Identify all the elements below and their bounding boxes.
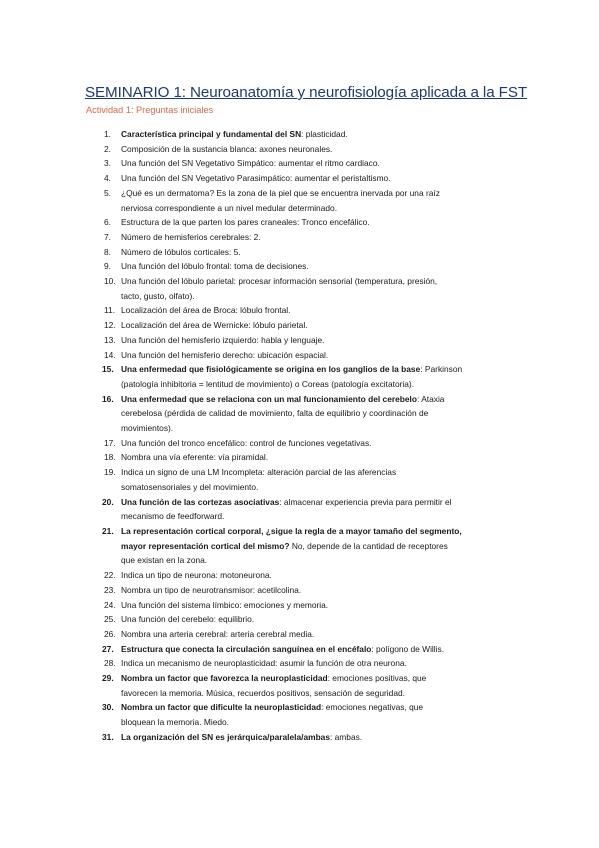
question-text: Una función del cerebelo: equilibrio. <box>121 614 255 625</box>
question-text: Nombra una vía eferente: vía piramidal. <box>121 452 269 463</box>
question-text: Nombra una arteria cerebral: arteria cerebral media. <box>121 628 315 639</box>
question-item <box>104 333 522 348</box>
question-line <box>121 289 522 304</box>
question-line <box>121 406 522 421</box>
question-text: Una función del SN Vegetativo Parasimpático: aumentar el peristaltismo. <box>121 173 391 184</box>
question-line <box>121 392 522 407</box>
question-item <box>104 730 522 745</box>
question-item <box>104 274 522 303</box>
question-item <box>104 348 522 363</box>
question-text: somatosensoriales y del movimiento. <box>121 481 259 492</box>
question-text: : ambas. <box>330 731 363 742</box>
question-number: 10. <box>104 276 116 287</box>
question-text: nerviosa correspondiente a un nivel medular determinado. <box>121 202 338 213</box>
question-item <box>104 612 522 627</box>
question-item <box>104 142 522 157</box>
question-number: 7. <box>104 231 111 242</box>
question-number: 15. <box>102 364 114 375</box>
question-line <box>121 318 522 333</box>
question-text: No, depende de la cantidad de receptores <box>289 540 448 551</box>
question-item <box>104 392 522 436</box>
question-item <box>104 127 522 142</box>
question-number: 1. <box>104 129 111 139</box>
question-number: 14. <box>104 349 116 360</box>
question-number: 20. <box>102 496 114 507</box>
question-item <box>104 568 522 583</box>
question-number: 17. <box>104 437 116 448</box>
question-item <box>104 245 522 260</box>
question-item <box>104 215 522 230</box>
question-line <box>121 480 522 495</box>
question-line <box>121 201 522 216</box>
question-item <box>104 495 522 524</box>
question-text: Una función del lóbulo frontal: toma de decisiones. <box>121 261 309 272</box>
question-number: 6. <box>104 217 111 228</box>
question-item <box>104 303 522 318</box>
question-item <box>104 436 522 451</box>
question-line <box>121 436 522 451</box>
question-text: Indica un signo de una LM Incompleta: alteración parcial de las aferencias <box>121 467 397 478</box>
question-item <box>104 700 522 729</box>
question-line <box>121 568 522 583</box>
question-number: 23. <box>104 584 116 595</box>
question-item <box>104 171 522 186</box>
question-text-bold: Una función de las cortezas asociativas <box>121 496 280 507</box>
question-text: Una función del tronco encefálico: control de funciones vegetativas. <box>121 437 372 448</box>
question-number: 28. <box>104 658 116 669</box>
question-text: Localización del área de Broca: lóbulo frontal. <box>121 305 291 316</box>
question-number: 18. <box>104 452 116 463</box>
question-text: bloquean la memoria. Miedo. <box>121 717 230 728</box>
question-number: 12. <box>104 320 116 331</box>
question-number: 4. <box>104 173 111 184</box>
page-title: SEMINARIO 1: Neuroanatomía y neurofisiología aplicada a la FST <box>85 84 528 101</box>
question-line <box>121 245 522 260</box>
question-line <box>121 553 522 568</box>
question-item <box>104 583 522 598</box>
question-item <box>104 230 522 245</box>
question-line <box>121 171 522 186</box>
question-line <box>121 509 522 524</box>
question-text: Composición de la sustancia blanca: axones neuronales. <box>121 143 333 154</box>
question-line <box>121 421 522 436</box>
question-line <box>121 127 522 142</box>
question-line <box>121 656 522 671</box>
question-list <box>104 127 522 745</box>
question-number: 31. <box>102 731 114 742</box>
question-line <box>121 142 522 157</box>
question-text-bold: La organización del SN es jerárquica/paralela/ambas <box>121 731 330 742</box>
question-number: 5. <box>104 187 111 198</box>
question-text: Indica un tipo de neurona: motoneurona. <box>121 570 272 581</box>
question-number: 11. <box>104 305 116 316</box>
question-line <box>121 642 522 657</box>
question-text: : Parkinson <box>420 364 463 375</box>
question-text: : emociones positivas, que <box>327 673 427 684</box>
question-line <box>121 598 522 613</box>
question-text: que existan en la zona. <box>121 555 208 566</box>
question-text: tacto, gusto, olfato). <box>121 290 195 301</box>
question-text: mecanismo de feedforward. <box>121 511 225 522</box>
question-text-bold: Nombra un factor que favorezca la neuroplasticidad <box>121 673 328 684</box>
question-number: 29. <box>102 673 114 684</box>
question-number: 21. <box>102 525 114 536</box>
question-line <box>121 612 522 627</box>
question-number: 16. <box>102 393 114 404</box>
question-text-bold: Estructura que conecta la circulación sanguínea en el encéfalo <box>121 643 372 654</box>
question-line <box>121 274 522 289</box>
question-text: : Ataxia <box>417 393 445 404</box>
question-line <box>121 450 522 465</box>
question-text: Localización del área de Wernicke: lóbulo parietal. <box>121 320 308 331</box>
question-item <box>104 627 522 642</box>
question-item <box>104 156 522 171</box>
question-line <box>121 715 522 730</box>
page-subtitle: Actividad 1: Preguntas iniciales <box>86 105 214 115</box>
question-line <box>121 348 522 363</box>
question-text: Número de hemisferios cerebrales: 2. <box>121 231 261 242</box>
question-line <box>121 730 522 745</box>
question-item <box>104 598 522 613</box>
question-item <box>104 450 522 465</box>
question-number: 22. <box>104 570 116 581</box>
question-text: Nombra un tipo de neurotransmisor: acetilcolina. <box>121 584 302 595</box>
question-text: Una función del lóbulo parietal: procesar información sensorial (temperatura, presión, <box>121 276 438 287</box>
question-text: (patología inhibitoria = lentitud de movimiento) o Coreas (patología excitatoria). <box>121 378 415 389</box>
question-line <box>121 303 522 318</box>
question-line <box>121 465 522 480</box>
question-item <box>104 524 522 568</box>
question-item <box>104 186 522 215</box>
question-number: 30. <box>102 702 114 713</box>
question-line <box>121 539 522 554</box>
question-number: 19. <box>104 467 116 478</box>
question-item <box>104 318 522 333</box>
question-line <box>121 362 522 377</box>
question-line <box>121 377 522 392</box>
question-line <box>121 259 522 274</box>
question-text: : plasticidad. <box>301 129 348 139</box>
question-line <box>121 230 522 245</box>
question-text-bold: mayor representación cortical del mismo? <box>121 540 290 551</box>
question-line <box>121 156 522 171</box>
question-text: Estructura de la que parten los pares craneales: Tronco encefálico. <box>121 217 370 228</box>
question-number: 9. <box>104 261 111 272</box>
question-number: 27. <box>102 643 114 654</box>
question-line <box>121 583 522 598</box>
question-text: : polígono de Willis. <box>371 643 445 654</box>
question-line <box>121 671 522 686</box>
question-number: 2. <box>104 143 111 154</box>
question-number: 26. <box>104 628 116 639</box>
question-item <box>104 362 522 391</box>
question-line <box>121 186 522 201</box>
question-line <box>121 495 522 510</box>
question-text: Número de lóbulos corticales: 5. <box>121 246 241 257</box>
question-text-bold: La representación cortical corporal, ¿sigue la regla de a mayor tamaño del segmento, <box>121 525 462 536</box>
question-text-bold: Una enfermedad que fisiológicamente se origina en los ganglios de la base <box>121 364 421 375</box>
question-line <box>121 700 522 715</box>
question-text-bold: Característica principal y fundamental del SN <box>121 129 302 139</box>
question-line <box>121 333 522 348</box>
question-text: Indica un mecanismo de neuroplasticidad: asumir la función de otra neurona. <box>121 658 407 669</box>
question-text: Una función del hemisferio derecho: ubicación espacial. <box>121 349 329 360</box>
question-line <box>121 627 522 642</box>
question-number: 25. <box>104 614 116 625</box>
question-item <box>104 656 522 671</box>
question-number: 8. <box>104 246 111 257</box>
question-text: : emociones negativas, que <box>321 702 424 713</box>
question-text: ¿Qué es un dermatoma? Es la zona de la piel que se encuentra inervada por una raíz <box>121 187 440 198</box>
question-item <box>104 671 522 700</box>
question-text: Una función del SN Vegetativo Simpático: aumentar el ritmo cardiaco. <box>121 158 380 169</box>
question-text: Una función del sistema límbico: emociones y memoria. <box>121 599 329 610</box>
question-number: 24. <box>104 599 116 610</box>
question-number: 3. <box>104 158 111 169</box>
question-number: 13. <box>104 334 116 345</box>
question-text: cerebelosa (pérdida de calidad de movimiento, falta de equilibrio y coordinación de <box>121 408 429 419</box>
question-text: : almacenar experiencia previa para permitir el <box>279 496 452 507</box>
question-item <box>104 642 522 657</box>
question-text: movimientos). <box>121 423 174 434</box>
question-text: favorecen la memoria. Música, recuerdos positivos, sensación de seguridad. <box>121 687 405 698</box>
question-line <box>121 215 522 230</box>
question-text: Una función del hemisferio izquierdo: habla y lenguaje. <box>121 334 325 345</box>
question-text-bold: Nombra un factor que dificulte la neuroplasticidad <box>121 702 322 713</box>
question-line <box>121 686 522 701</box>
question-item <box>104 259 522 274</box>
question-line <box>121 524 522 539</box>
question-text-bold: Una enfermedad que se relaciona con un mal funcionamiento del cerebelo <box>121 393 417 404</box>
question-item <box>104 465 522 494</box>
